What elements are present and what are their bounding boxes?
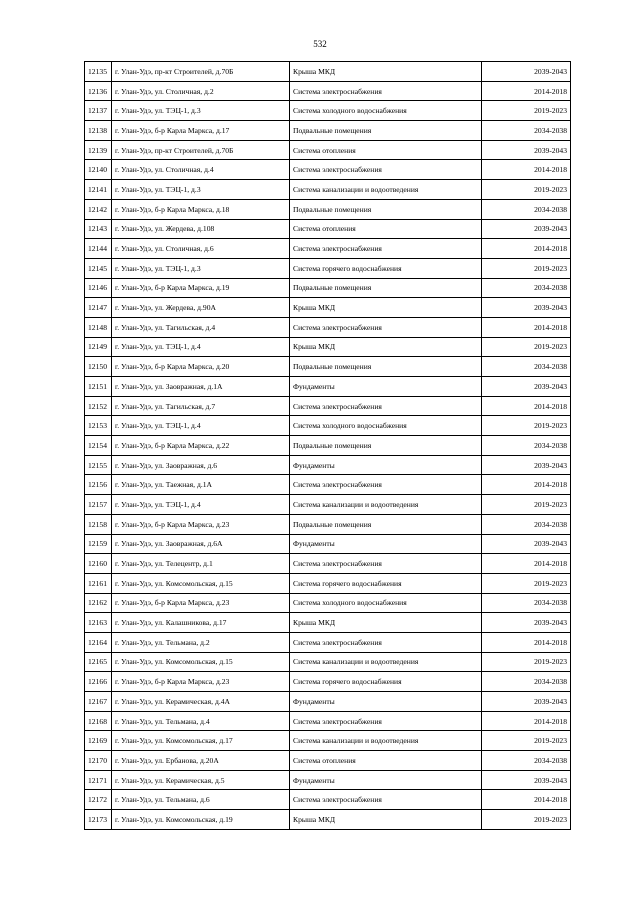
row-number-cell: 12138 — [85, 121, 112, 141]
period-cell: 2039-2043 — [482, 219, 571, 239]
period-cell: 2019-2023 — [482, 652, 571, 672]
row-number-cell: 12139 — [85, 140, 112, 160]
row-number-cell: 12163 — [85, 613, 112, 633]
period-cell: 2039-2043 — [482, 140, 571, 160]
work-type-cell: Система электроснабжения — [290, 554, 482, 574]
period-cell: 2039-2043 — [482, 770, 571, 790]
row-number-cell: 12166 — [85, 672, 112, 692]
table-row — [85, 219, 571, 239]
work-type-cell: Система горячего водоснабжения — [290, 672, 482, 692]
row-number-cell: 12143 — [85, 219, 112, 239]
work-type-cell: Крыша МКД — [290, 810, 482, 830]
period-cell: 2014-2018 — [482, 160, 571, 180]
table-row — [85, 692, 571, 712]
row-number-cell: 12142 — [85, 199, 112, 219]
table-row — [85, 357, 571, 377]
address-cell: г. Улан-Удэ, ул. ТЭЦ-1, д.3 — [112, 180, 290, 200]
period-cell: 2034-2038 — [482, 593, 571, 613]
address-cell: г. Улан-Удэ, пр-кт Строителей, д.70Б — [112, 140, 290, 160]
address-cell: г. Улан-Удэ, ул. Тельмана, д.4 — [112, 711, 290, 731]
work-type-cell: Система электроснабжения — [290, 790, 482, 810]
row-number-cell: 12144 — [85, 239, 112, 259]
work-type-cell: Подвальные помещения — [290, 278, 482, 298]
work-type-cell: Подвальные помещения — [290, 357, 482, 377]
row-number-cell: 12162 — [85, 593, 112, 613]
period-cell: 2034-2038 — [482, 436, 571, 456]
work-type-cell: Система отопления — [290, 140, 482, 160]
period-cell: 2014-2018 — [482, 317, 571, 337]
row-number-cell: 12160 — [85, 554, 112, 574]
row-number-cell: 12158 — [85, 514, 112, 534]
address-cell: г. Улан-Удэ, ул. Керамическая, д.4А — [112, 692, 290, 712]
period-cell: 2034-2038 — [482, 278, 571, 298]
row-number-cell: 12168 — [85, 711, 112, 731]
address-cell: г. Улан-Удэ, ул. ТЭЦ-1, д.4 — [112, 495, 290, 515]
period-cell: 2014-2018 — [482, 475, 571, 495]
row-number-cell: 12140 — [85, 160, 112, 180]
address-cell: г. Улан-Удэ, пр-кт Строителей, д.70Б — [112, 62, 290, 82]
work-type-cell: Фундаменты — [290, 692, 482, 712]
table-row — [85, 121, 571, 141]
period-cell: 2034-2038 — [482, 672, 571, 692]
period-cell: 2039-2043 — [482, 455, 571, 475]
row-number-cell: 12167 — [85, 692, 112, 712]
row-number-cell: 12150 — [85, 357, 112, 377]
table-row — [85, 790, 571, 810]
work-type-cell: Система отопления — [290, 219, 482, 239]
table-row — [85, 810, 571, 830]
row-number-cell: 12164 — [85, 632, 112, 652]
address-cell: г. Улан-Удэ, ул. Комсомольская, д.15 — [112, 573, 290, 593]
address-cell: г. Улан-Удэ, б-р Карла Маркса, д.18 — [112, 199, 290, 219]
period-cell: 2039-2043 — [482, 534, 571, 554]
period-cell: 2019-2023 — [482, 258, 571, 278]
period-cell: 2014-2018 — [482, 790, 571, 810]
address-cell: г. Улан-Удэ, б-р Карла Маркса, д.23 — [112, 672, 290, 692]
period-cell: 2019-2023 — [482, 180, 571, 200]
row-number-cell: 12161 — [85, 573, 112, 593]
work-type-cell: Система электроснабжения — [290, 475, 482, 495]
period-cell: 2039-2043 — [482, 613, 571, 633]
period-cell: 2014-2018 — [482, 632, 571, 652]
work-type-cell: Система канализации и водоотведения — [290, 495, 482, 515]
table-row — [85, 81, 571, 101]
table-row — [85, 514, 571, 534]
table-row — [85, 632, 571, 652]
period-cell: 2034-2038 — [482, 751, 571, 771]
address-cell: г. Улан-Удэ, ул. Столичная, д.2 — [112, 81, 290, 101]
address-cell: г. Улан-Удэ, ул. Керамическая, д.5 — [112, 770, 290, 790]
address-cell: г. Улан-Удэ, ул. ТЭЦ-1, д.4 — [112, 416, 290, 436]
address-cell: г. Улан-Удэ, ул. ТЭЦ-1, д.4 — [112, 337, 290, 357]
table-row — [85, 101, 571, 121]
row-number-cell: 12172 — [85, 790, 112, 810]
row-number-cell: 12151 — [85, 377, 112, 397]
table-row — [85, 416, 571, 436]
row-number-cell: 12169 — [85, 731, 112, 751]
address-cell: г. Улан-Удэ, ул. ТЭЦ-1, д.3 — [112, 101, 290, 121]
row-number-cell: 12154 — [85, 436, 112, 456]
table-row — [85, 652, 571, 672]
page-number: 532 — [313, 39, 327, 49]
work-type-cell: Крыша МКД — [290, 298, 482, 318]
table-row — [85, 711, 571, 731]
period-cell: 2014-2018 — [482, 396, 571, 416]
work-type-cell: Крыша МКД — [290, 337, 482, 357]
table-row — [85, 199, 571, 219]
table-row — [85, 180, 571, 200]
table-row — [85, 554, 571, 574]
row-number-cell: 12145 — [85, 258, 112, 278]
work-type-cell: Система электроснабжения — [290, 160, 482, 180]
row-number-cell: 12149 — [85, 337, 112, 357]
registry-table-body — [85, 62, 571, 830]
work-type-cell: Система электроснабжения — [290, 396, 482, 416]
address-cell: г. Улан-Удэ, ул. Телецентр, д.1 — [112, 554, 290, 574]
address-cell: г. Улан-Удэ, ул. ТЭЦ-1, д.3 — [112, 258, 290, 278]
address-cell: г. Улан-Удэ, ул. Столичная, д.4 — [112, 160, 290, 180]
row-number-cell: 12136 — [85, 81, 112, 101]
address-cell: г. Улан-Удэ, ул. Столичная, д.6 — [112, 239, 290, 259]
table-row — [85, 140, 571, 160]
address-cell: г. Улан-Удэ, ул. Заовражная, д.1А — [112, 377, 290, 397]
address-cell: г. Улан-Удэ, ул. Заовражная, д.6 — [112, 455, 290, 475]
work-type-cell: Фундаменты — [290, 377, 482, 397]
table-row — [85, 298, 571, 318]
table-row — [85, 573, 571, 593]
table-row — [85, 160, 571, 180]
table-row — [85, 475, 571, 495]
address-cell: г. Улан-Удэ, б-р Карла Маркса, д.23 — [112, 514, 290, 534]
period-cell: 2019-2023 — [482, 731, 571, 751]
address-cell: г. Улан-Удэ, ул. Тельмана, д.2 — [112, 632, 290, 652]
table-row — [85, 593, 571, 613]
row-number-cell: 12165 — [85, 652, 112, 672]
period-cell: 2014-2018 — [482, 81, 571, 101]
address-cell: г. Улан-Удэ, ул. Таежная, д.1А — [112, 475, 290, 495]
row-number-cell: 12156 — [85, 475, 112, 495]
period-cell: 2014-2018 — [482, 554, 571, 574]
address-cell: г. Улан-Удэ, ул. Комсомольская, д.19 — [112, 810, 290, 830]
address-cell: г. Улан-Удэ, ул. Заовражная, д.6А — [112, 534, 290, 554]
row-number-cell: 12141 — [85, 180, 112, 200]
period-cell: 2039-2043 — [482, 298, 571, 318]
work-type-cell: Система канализации и водоотведения — [290, 652, 482, 672]
work-type-cell: Система электроснабжения — [290, 239, 482, 259]
work-type-cell: Система отопления — [290, 751, 482, 771]
table-row — [85, 396, 571, 416]
period-cell: 2019-2023 — [482, 495, 571, 515]
table-row — [85, 534, 571, 554]
registry-table — [84, 61, 571, 830]
work-type-cell: Фундаменты — [290, 770, 482, 790]
table-row — [85, 436, 571, 456]
row-number-cell: 12135 — [85, 62, 112, 82]
work-type-cell: Подвальные помещения — [290, 121, 482, 141]
work-type-cell: Система электроснабжения — [290, 317, 482, 337]
row-number-cell: 12157 — [85, 495, 112, 515]
work-type-cell: Система холодного водоснабжения — [290, 101, 482, 121]
row-number-cell: 12171 — [85, 770, 112, 790]
work-type-cell: Система холодного водоснабжения — [290, 593, 482, 613]
table-row — [85, 317, 571, 337]
table-row — [85, 751, 571, 771]
work-type-cell: Система электроснабжения — [290, 81, 482, 101]
table-row — [85, 731, 571, 751]
row-number-cell: 12146 — [85, 278, 112, 298]
period-cell: 2019-2023 — [482, 101, 571, 121]
table-row — [85, 377, 571, 397]
period-cell: 2034-2038 — [482, 121, 571, 141]
address-cell: г. Улан-Удэ, ул. Тельмана, д.6 — [112, 790, 290, 810]
work-type-cell: Система канализации и водоотведения — [290, 180, 482, 200]
work-type-cell: Система канализации и водоотведения — [290, 731, 482, 751]
table-row — [85, 258, 571, 278]
work-type-cell: Фундаменты — [290, 534, 482, 554]
table-row — [85, 278, 571, 298]
address-cell: г. Улан-Удэ, ул. Комсомольская, д.17 — [112, 731, 290, 751]
table-row — [85, 62, 571, 82]
row-number-cell: 12173 — [85, 810, 112, 830]
row-number-cell: 12170 — [85, 751, 112, 771]
address-cell: г. Улан-Удэ, ул. Жердева, д.108 — [112, 219, 290, 239]
table-row — [85, 337, 571, 357]
row-number-cell: 12148 — [85, 317, 112, 337]
address-cell: г. Улан-Удэ, б-р Карла Маркса, д.19 — [112, 278, 290, 298]
address-cell: г. Улан-Удэ, ул. Жердева, д.90А — [112, 298, 290, 318]
period-cell: 2014-2018 — [482, 711, 571, 731]
address-cell: г. Улан-Удэ, ул. Ербанова, д.20А — [112, 751, 290, 771]
address-cell: г. Улан-Удэ, б-р Карла Маркса, д.22 — [112, 436, 290, 456]
row-number-cell: 12152 — [85, 396, 112, 416]
period-cell: 2039-2043 — [482, 377, 571, 397]
work-type-cell: Крыша МКД — [290, 613, 482, 633]
table-row — [85, 613, 571, 633]
table-row — [85, 770, 571, 790]
work-type-cell: Крыша МКД — [290, 62, 482, 82]
period-cell: 2039-2043 — [482, 692, 571, 712]
table-row — [85, 495, 571, 515]
address-cell: г. Улан-Удэ, ул. Калашникова, д.17 — [112, 613, 290, 633]
period-cell: 2034-2038 — [482, 357, 571, 377]
table-row — [85, 239, 571, 259]
table-row — [85, 672, 571, 692]
work-type-cell: Система электроснабжения — [290, 632, 482, 652]
period-cell: 2034-2038 — [482, 514, 571, 534]
work-type-cell: Подвальные помещения — [290, 514, 482, 534]
period-cell: 2019-2023 — [482, 337, 571, 357]
period-cell: 2039-2043 — [482, 62, 571, 82]
work-type-cell: Фундаменты — [290, 455, 482, 475]
address-cell: г. Улан-Удэ, б-р Карла Маркса, д.17 — [112, 121, 290, 141]
work-type-cell: Подвальные помещения — [290, 199, 482, 219]
period-cell: 2034-2038 — [482, 199, 571, 219]
work-type-cell: Подвальные помещения — [290, 436, 482, 456]
period-cell: 2019-2023 — [482, 573, 571, 593]
row-number-cell: 12155 — [85, 455, 112, 475]
address-cell: г. Улан-Удэ, ул. Тагильская, д.4 — [112, 317, 290, 337]
work-type-cell: Система горячего водоснабжения — [290, 258, 482, 278]
row-number-cell: 12147 — [85, 298, 112, 318]
period-cell: 2019-2023 — [482, 416, 571, 436]
work-type-cell: Система электроснабжения — [290, 711, 482, 731]
period-cell: 2019-2023 — [482, 810, 571, 830]
period-cell: 2014-2018 — [482, 239, 571, 259]
row-number-cell: 12137 — [85, 101, 112, 121]
work-type-cell: Система холодного водоснабжения — [290, 416, 482, 436]
row-number-cell: 12159 — [85, 534, 112, 554]
address-cell: г. Улан-Удэ, ул. Комсомольская, д.15 — [112, 652, 290, 672]
address-cell: г. Улан-Удэ, б-р Карла Маркса, д.23 — [112, 593, 290, 613]
table-row — [85, 455, 571, 475]
work-type-cell: Система горячего водоснабжения — [290, 573, 482, 593]
address-cell: г. Улан-Удэ, б-р Карла Маркса, д.20 — [112, 357, 290, 377]
address-cell: г. Улан-Удэ, ул. Тагильская, д.7 — [112, 396, 290, 416]
row-number-cell: 12153 — [85, 416, 112, 436]
